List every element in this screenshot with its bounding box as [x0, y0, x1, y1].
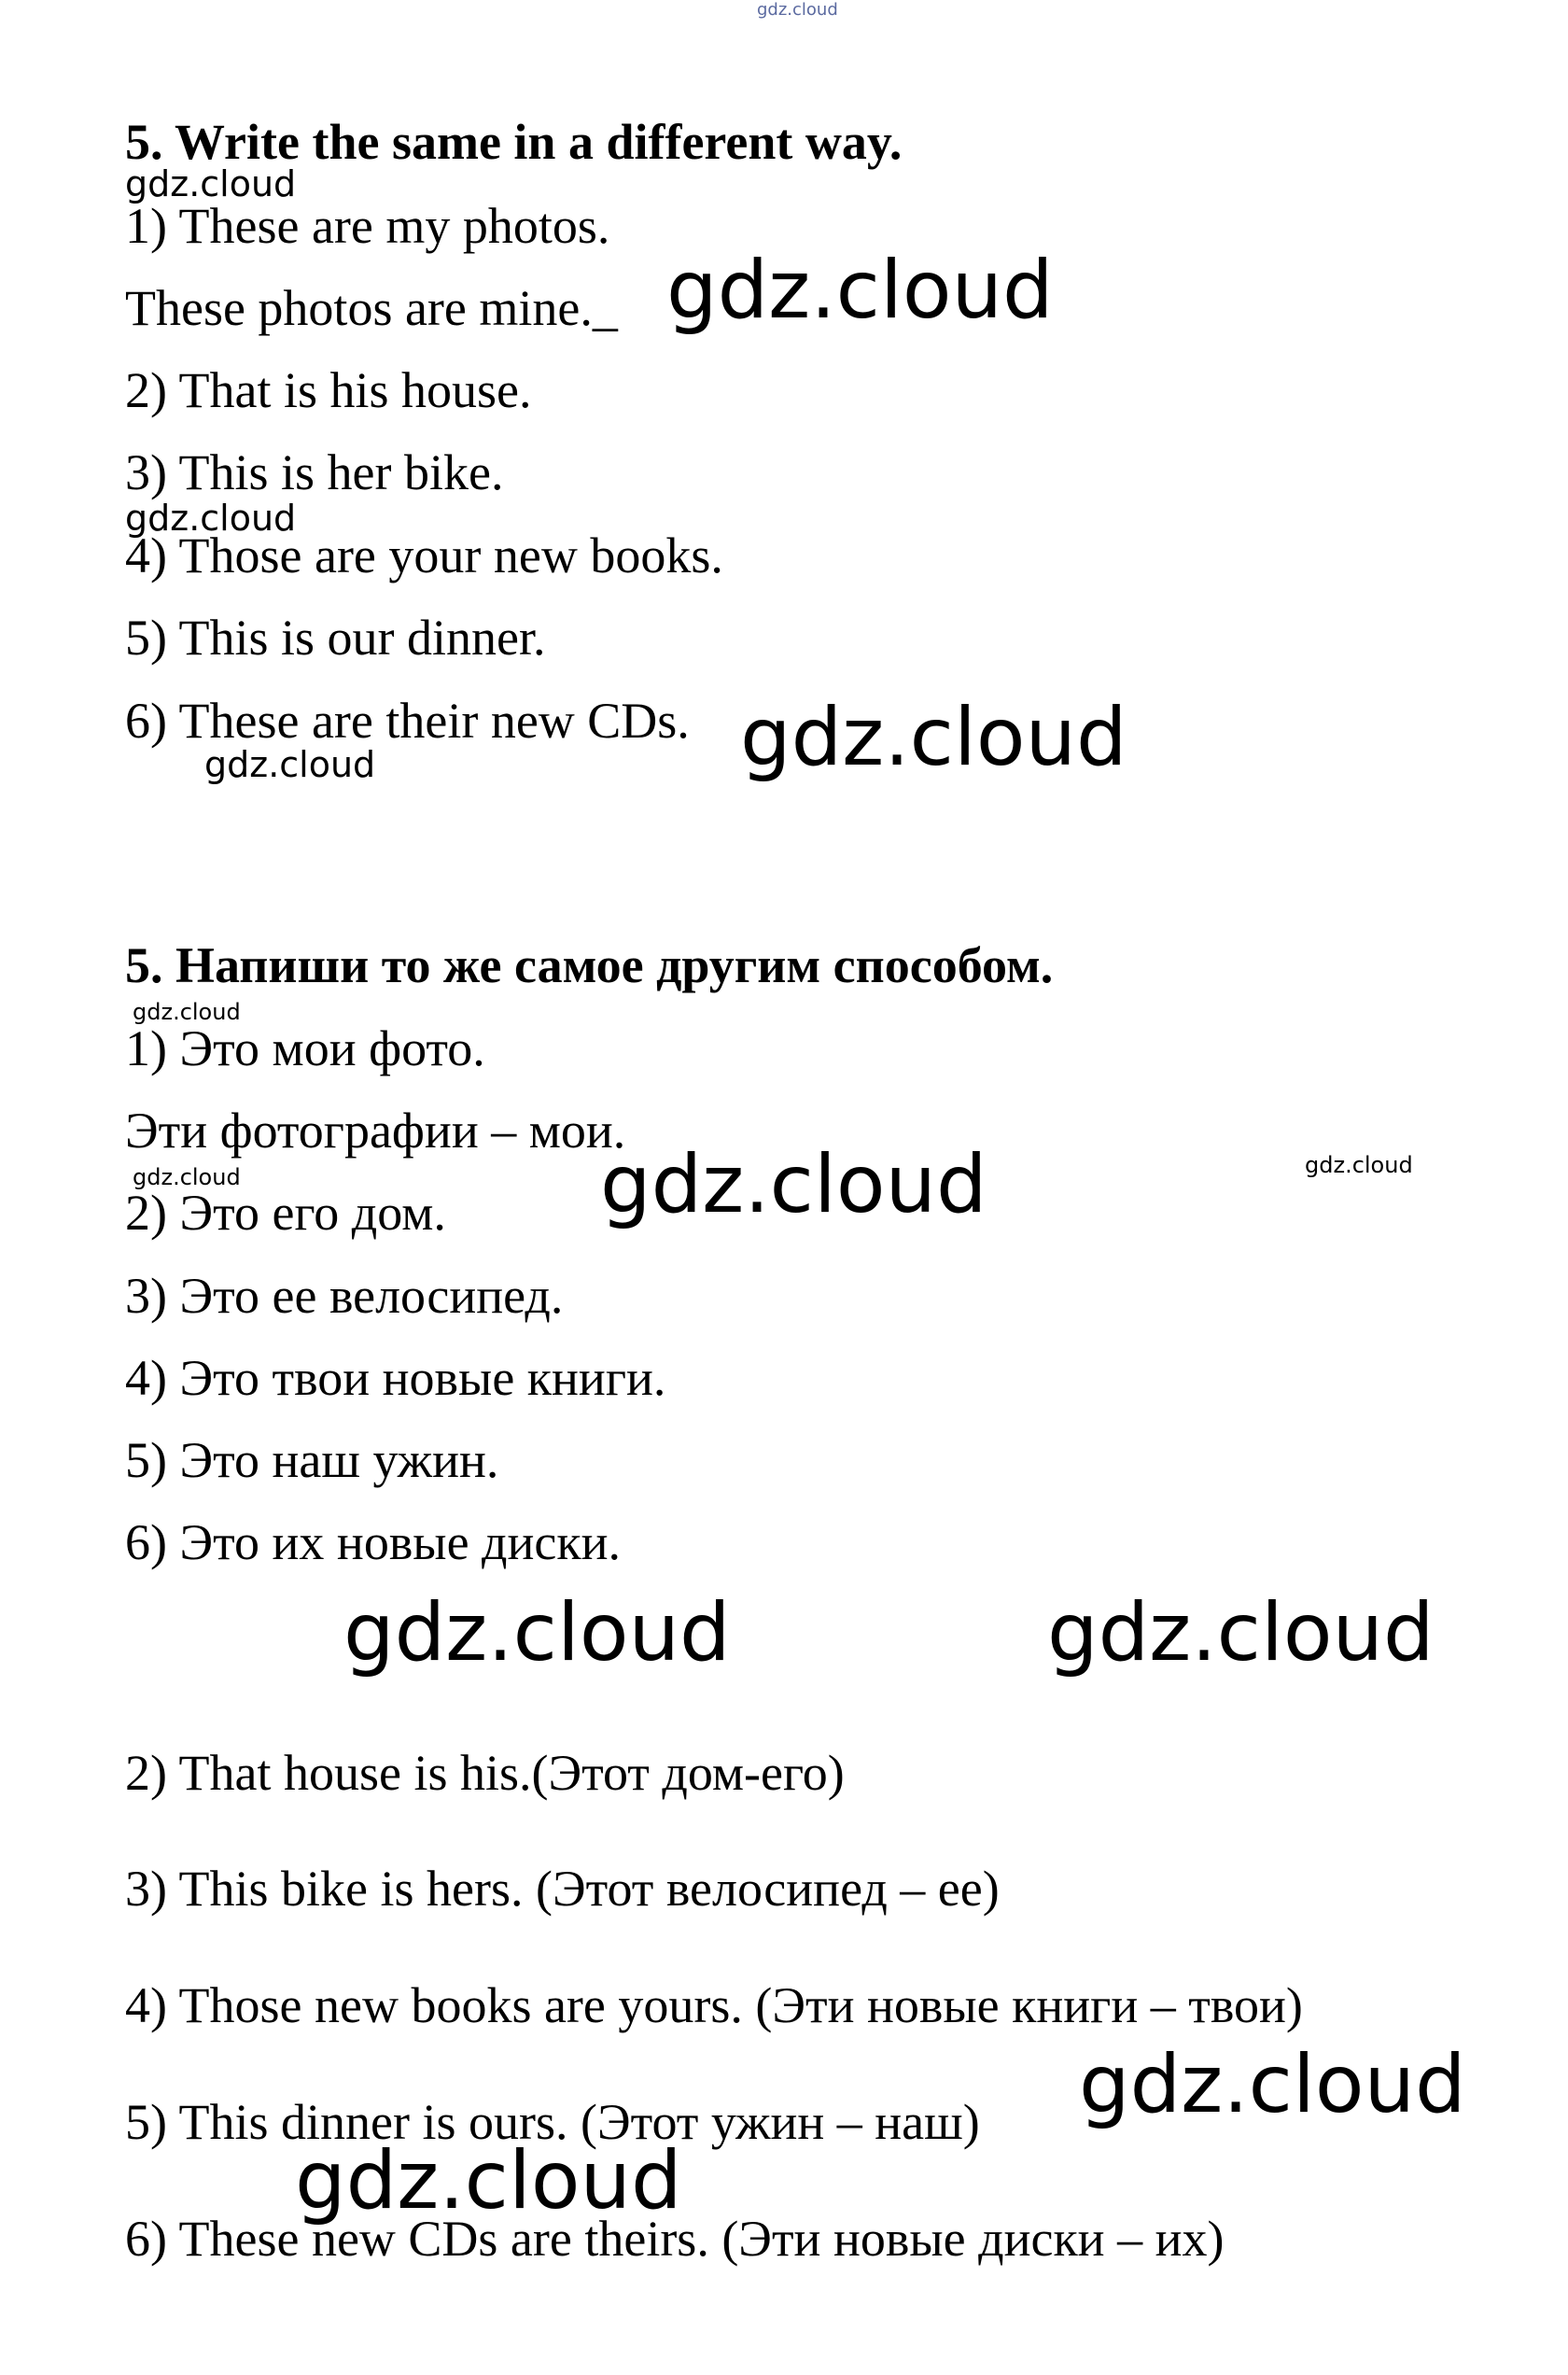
- english-title: 5. Write the same in a different way.: [125, 114, 903, 170]
- russian-item-2: 2) Это его дом.: [125, 1185, 446, 1241]
- english-item-6: 6) These are their new CDs.: [125, 693, 690, 749]
- watermark: gdz.cloud: [133, 999, 241, 1025]
- russian-item-6: 6) Это их новые диски.: [125, 1514, 622, 1570]
- russian-title: 5. Напиши то же самое другим способом.: [125, 937, 1054, 993]
- watermark: gdz.cloud: [125, 498, 297, 539]
- english-item-3: 3) This is her bike.: [125, 444, 504, 500]
- russian-item-1: 1) Это мои фото.: [125, 1020, 485, 1076]
- russian-item-4: 4) Это твои новые книги.: [125, 1350, 666, 1406]
- english-item-4: 4) Those are your new books.: [125, 527, 723, 583]
- watermark: gdz.cloud: [1305, 1152, 1413, 1178]
- watermark: gdz.cloud: [343, 1586, 731, 1679]
- watermark: gdz.cloud: [204, 744, 376, 785]
- watermark: gdz.cloud: [757, 0, 838, 20]
- russian-item-3: 3) Это ее велосипед.: [125, 1268, 564, 1324]
- watermark: gdz.cloud: [133, 1164, 241, 1190]
- english-item-2: 2) That is his house.: [125, 362, 532, 418]
- answer-4: 4) Those new books are yours. (Эти новые книги – твои): [125, 1977, 1303, 2033]
- answer-5: 5) This dinner is ours. (Этот ужин – наш): [125, 2094, 980, 2150]
- answer-6: 6) These new CDs are theirs. (Эти новые диски – их): [125, 2211, 1225, 2267]
- russian-answer-1: Эти фотографии – мои.: [125, 1103, 626, 1159]
- english-item-1: 1) These are my photos.: [125, 198, 610, 254]
- watermark: gdz.cloud: [740, 691, 1127, 784]
- russian-item-5: 5) Это наш ужин.: [125, 1432, 499, 1488]
- watermark: gdz.cloud: [295, 2134, 682, 2227]
- watermark: gdz.cloud: [125, 163, 297, 204]
- watermark: gdz.cloud: [666, 244, 1054, 337]
- english-answer-1: These photos are mine._: [125, 280, 618, 336]
- watermark: gdz.cloud: [600, 1138, 987, 1231]
- answer-3: 3) This bike is hers. (Этот велосипед – ее): [125, 1861, 1000, 1917]
- watermark: gdz.cloud: [1047, 1586, 1435, 1679]
- answer-2: 2) That house is his.(Этот дом-его): [125, 1745, 845, 1801]
- english-item-5: 5) This is our dinner.: [125, 610, 546, 666]
- watermark: gdz.cloud: [1079, 2038, 1466, 2131]
